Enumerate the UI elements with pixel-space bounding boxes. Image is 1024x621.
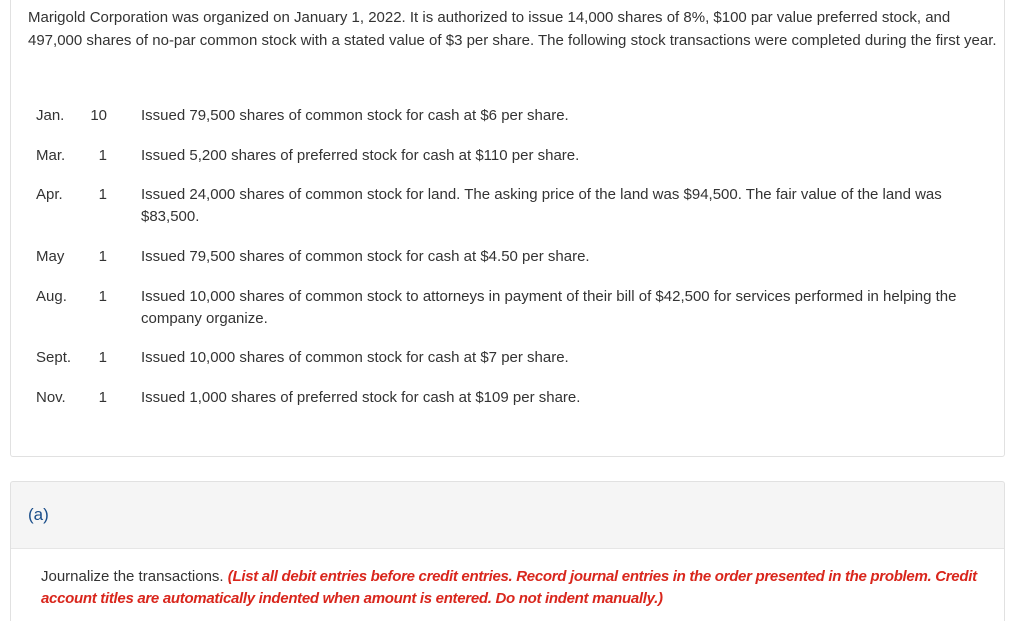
transaction-description: Issued 1,000 shares of preferred stock for cash at $109 per share.: [141, 389, 581, 406]
transaction-day: 1: [98, 389, 107, 406]
transaction-day: 10: [90, 107, 107, 124]
transaction-day: 1: [98, 349, 107, 366]
transaction-month: May: [36, 248, 65, 265]
transaction-day: 1: [98, 186, 107, 203]
transaction-description: Issued 79,500 shares of common stock for cash at $4.50 per share.: [141, 248, 590, 265]
transaction-description: Issued 5,200 shares of preferred stock for cash at $110 per share.: [141, 147, 580, 164]
problem-intro-text: Marigold Corporation was organized on January 1, 2022. It is authorized to issue 14,000 shares of 8%, $100 par value preferred stock, and 497,000 shares of no-par common stock with a stated value of $3 per share. The following stock transactions were completed during the first year.: [28, 9, 997, 49]
transaction-description: Issued 24,000 shares of common stock for land. The asking price of the land was $94,500. The fair value of the land was $83,500.: [141, 186, 942, 225]
instructions-note: (List all debit entries before credit entries. Record journal entries in the order presented in the problem. Credit account titles are automatically indented when amount is entered. Do not indent manually.): [41, 568, 977, 607]
transaction-month: Aug.: [36, 288, 67, 305]
transaction-month: Mar.: [36, 147, 66, 164]
transaction-description: Issued 10,000 shares of common stock to attorneys in payment of their bill of $42,500 for services performed in helping the company organize.: [141, 288, 957, 327]
transaction-description: Issued 10,000 shares of common stock for cash at $7 per share.: [141, 349, 569, 366]
instructions-text: [41, 566, 981, 610]
problem-statement-card: [10, 0, 1005, 457]
transaction-description: Issued 79,500 shares of common stock for cash at $6 per share.: [141, 107, 569, 124]
transaction-month: Nov.: [36, 389, 66, 406]
part-a-instructions: [11, 548, 1004, 621]
transaction-month: Jan.: [36, 107, 65, 124]
part-a-card: [10, 481, 1005, 621]
transaction-month: Sept.: [36, 349, 72, 366]
part-a-label: (a): [28, 505, 49, 524]
transaction-month: Apr.: [36, 186, 63, 203]
transaction-day: 1: [98, 147, 107, 164]
transaction-day: 1: [98, 248, 107, 265]
transaction-day: 1: [98, 288, 107, 305]
instructions-lead: Journalize the transactions.: [41, 568, 224, 585]
